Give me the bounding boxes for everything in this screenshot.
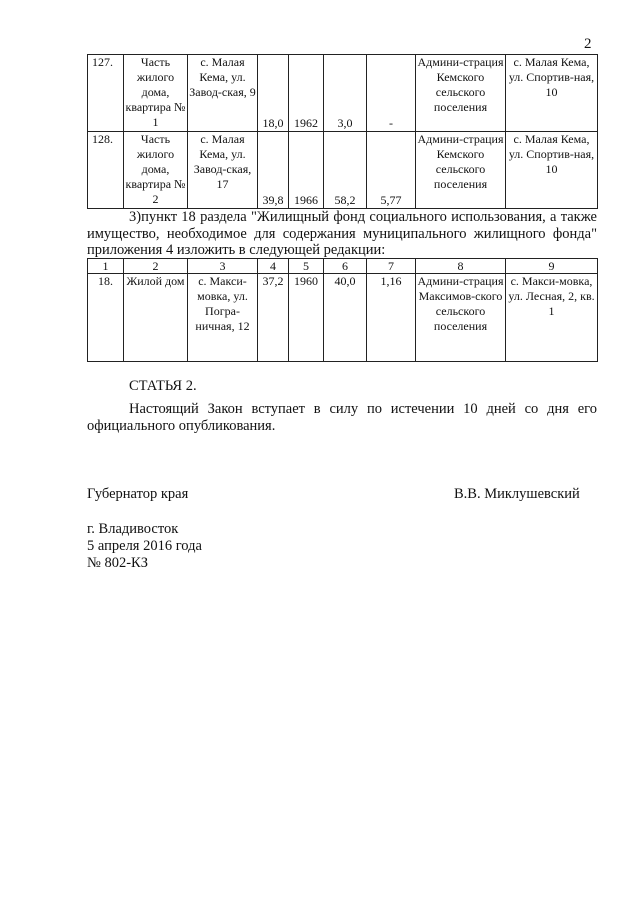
column-header: 7: [367, 259, 416, 274]
signatory-name: В.В. Миклушевский: [454, 486, 580, 502]
table-cell: 1960: [289, 274, 324, 362]
effective-date-paragraph: Настоящий Закон вступает в силу по истечении 10 дней со дня его официального опубликования.: [87, 401, 597, 434]
column-header: 6: [324, 259, 367, 274]
city: г. Владивосток: [87, 521, 179, 537]
column-header: 9: [506, 259, 598, 274]
law-date: 5 апреля 2016 года: [87, 538, 202, 554]
table-cell: с. Малая Кема, ул. Завод-ская, 9: [188, 55, 258, 132]
table-cell: 1962: [289, 55, 324, 132]
table-cell: Часть жилого дома, квартира № 1: [124, 55, 188, 132]
table-cell: 58,2: [324, 132, 367, 209]
table-cell: 3,0: [324, 55, 367, 132]
table-cell: 39,8: [258, 132, 289, 209]
table-cell: -: [367, 55, 416, 132]
table-cell: Часть жилого дома, квартира № 2: [124, 132, 188, 209]
table-cell: 1,16: [367, 274, 416, 362]
table-row: [88, 132, 598, 209]
column-header: 8: [416, 259, 506, 274]
table-cell: Админи-страция Кемского сельского поселения: [416, 55, 506, 132]
table-cell: Админи-страция Максимов-ского сельского поселения: [416, 274, 506, 362]
article-heading: СТАТЬЯ 2.: [129, 378, 197, 394]
table-header-row: [88, 259, 598, 274]
governor-title: Губернатор края: [87, 486, 189, 502]
column-header: 5: [289, 259, 324, 274]
page-number: 2: [584, 36, 592, 52]
table-cell: с. Малая Кема, ул. Завод-ская, 17: [188, 132, 258, 209]
table-cell: Жилой дом: [124, 274, 188, 362]
table-cell: 18,0: [258, 55, 289, 132]
column-header: 3: [188, 259, 258, 274]
table-row: [88, 274, 598, 362]
table-cell: с. Макси-мовка, ул. Погра-ничная, 12: [188, 274, 258, 362]
table-row: [88, 55, 598, 132]
table-cell: 1966: [289, 132, 324, 209]
table-cell: 37,2: [258, 274, 289, 362]
table-cell: с. Малая Кема, ул. Спортив-ная, 10: [506, 55, 598, 132]
table-cell: Админи-страция Кемского сельского поселения: [416, 132, 506, 209]
table-cell: 40,0: [324, 274, 367, 362]
property-table-continued: [87, 54, 598, 209]
table-cell: 127.: [88, 55, 124, 132]
table-cell: 128.: [88, 132, 124, 209]
column-header: 1: [88, 259, 124, 274]
law-number: № 802-КЗ: [87, 555, 148, 571]
amendment-paragraph: 3)пункт 18 раздела "Жилищный фонд социального использования, а также имущество, необходимое для содержания муниципального жилищного фонда" приложения 4 изложить в следующей редакции:: [87, 209, 597, 258]
table-cell: 18.: [88, 274, 124, 362]
table-cell: с. Макси-мовка, ул. Лесная, 2, кв. 1: [506, 274, 598, 362]
property-table-new: [87, 258, 598, 362]
column-header: 2: [124, 259, 188, 274]
table-cell: с. Малая Кема, ул. Спортив-ная, 10: [506, 132, 598, 209]
column-header: 4: [258, 259, 289, 274]
table-cell: 5,77: [367, 132, 416, 209]
